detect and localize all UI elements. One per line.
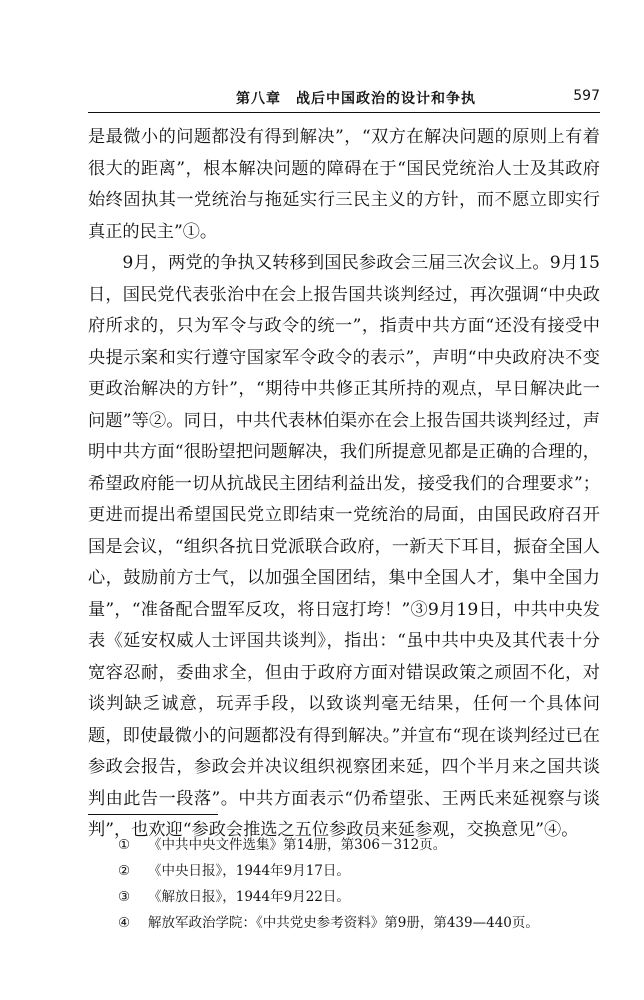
footnote-item	[118, 858, 598, 884]
footnote-item	[118, 910, 598, 936]
footnote-text: 《中共中央文件选集》第14册，第306－312页。	[148, 837, 447, 853]
footnote-marker: ④	[118, 915, 131, 931]
footnote-divider	[88, 814, 218, 815]
chapter-title: 第八章 战后中国政治的设计和争执	[236, 91, 476, 107]
running-header	[88, 84, 600, 113]
main-text	[88, 122, 600, 847]
page-number: 597	[573, 88, 600, 104]
footnote-item	[118, 832, 598, 858]
footnote-marker: ③	[118, 889, 131, 905]
paragraph: 9月，两党的争执又转移到国民参政会三届三次会议上。9月15日，国民党代表张治中在会上报告国共谈判经过，再次强调“中央政府所求的，只为军令与政令的统一”，指责中共方面“还没有接受中央提示案和实行遵守国家军令政令的表示”，声明“中央政府决不变更政治解决的方针”，“期待中共修正其所持的观点，早日解决此一问题”等②。同日，中共代表林伯渠亦在会上报告国共谈判经过，声明中共方面“很盼望把问题解决，我们所提意见都是正确的合理的，希望政府能一切从抗战民主团结利益出发，接受我们的合理要求”；更进而提出希望国民党立即结束一党统治的局面，由国民政府召开国是会议，“组织各抗日党派联合政府，一新天下耳目，振奋全国人心，鼓励前方士气，以加强全国团结，集中全国人才，集中全国力量”，“准备配合盟军反攻，将日寇打垮！”③9月19日，中共中央发表《延安权威人士评国共谈判》，指出：“虽中共中央及其代表十分宽容忍耐，委曲求全，但由于政府方面对错误政策之顽固不化，对谈判缺乏诚意，玩弄手段，以致谈判毫无结果，任何一个具体问题，即使最微小的问题都没有得到解决。”并宣布“现在谈判经过已在参政会报告，参政会并决议组织视察团来延，四个半月来之国共谈判由此告一段落”。中共方面表示“仍希望张、王两氏来延视察与谈判”，也欢迎“参政会推选之五位参政员来延参观，交换意见”④。	[88, 253, 600, 840]
footnote-text: 解放军政治学院：《中共党史参考资料》第9册，第439—440页。	[148, 915, 539, 931]
footnote-marker: ②	[118, 863, 131, 879]
footnote-item	[118, 884, 598, 910]
footnote-text: 《解放日报》，1944年9月22日。	[148, 889, 350, 905]
footnote-marker: ①	[118, 837, 131, 853]
footnote-text: 《中央日报》，1944年9月17日。	[148, 863, 350, 879]
paragraph-continued: 是最微小的问题都没有得到解决”，“双方在解决问题的原则上有着很大的距离”，根本解决问题的障碍在于“国民党统治人士及其政府始终固执其一党统治与拖延实行三民主义的方针，而不愿立即实行真正的民主”①。	[88, 127, 600, 242]
footnotes	[118, 832, 598, 936]
